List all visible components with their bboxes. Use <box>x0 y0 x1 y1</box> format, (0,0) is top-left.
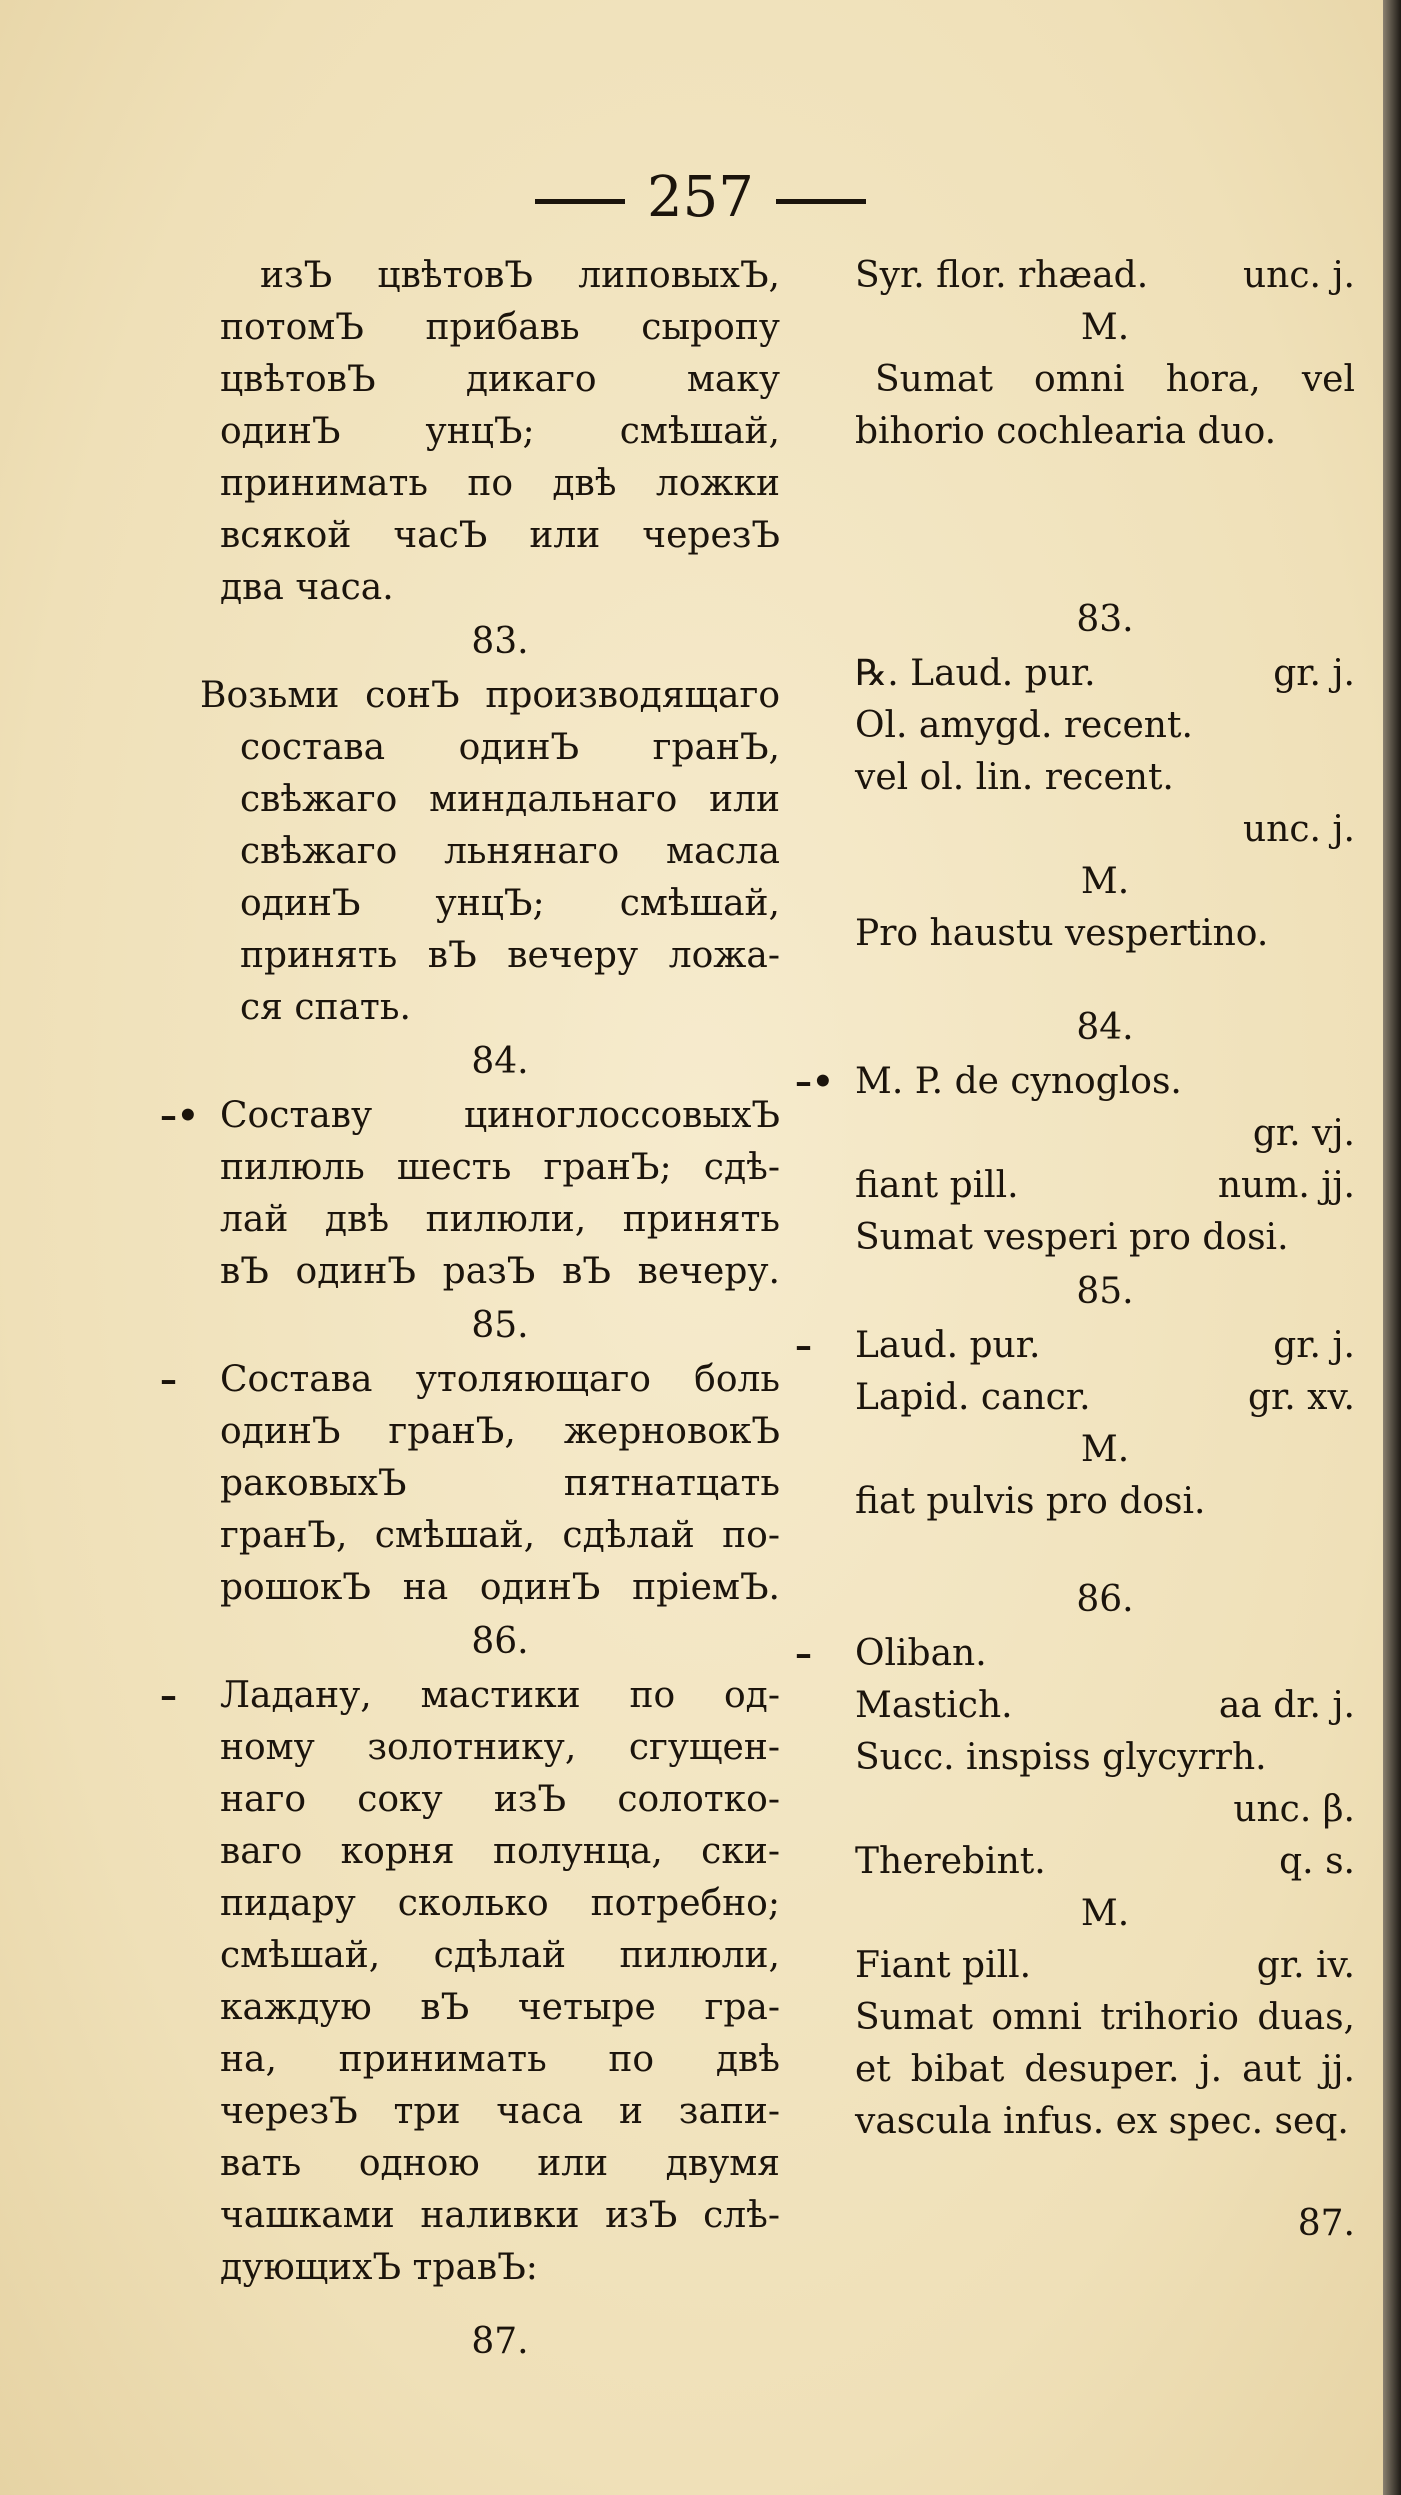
text-line <box>160 1090 780 1142</box>
text-line: Pro haustu vespertino. <box>855 913 1269 954</box>
right-column-latin <box>795 250 1355 2250</box>
text-line: состава одинЪ гранЪ, <box>240 727 780 768</box>
text-line: принять вЪ вечеру ложа- <box>240 935 780 976</box>
header-dash-left <box>535 199 625 204</box>
text-line: раковыхЪ пятнатцать <box>220 1463 780 1504</box>
text-line: вать одною или двумя <box>220 2143 780 2184</box>
text-line <box>795 1056 1355 1108</box>
text-line: одинЪ унцЪ; смѣшай, <box>220 411 780 452</box>
text-line-right: gr. j. <box>1273 1325 1355 1366</box>
text-line: Sumat omni trihorio duas, <box>855 1997 1355 2038</box>
text-line-content: M. P. de cynoglos. <box>855 1061 1182 1102</box>
text-line: gr. vj. <box>1252 1113 1355 1154</box>
mix-label: M. <box>1080 1893 1130 1934</box>
text-line <box>855 250 1355 302</box>
text-line: ваго корня полунца, ски- <box>220 1831 780 1872</box>
dash-mark-icon: –• <box>160 1096 199 1136</box>
text-line-left: Therebint. <box>855 1841 1046 1882</box>
text-line <box>795 1628 1355 1680</box>
text-line-right: num. jj. <box>1217 1165 1355 1206</box>
section-number-83: 83. <box>1076 599 1134 640</box>
dash-mark-icon: – <box>795 1326 812 1366</box>
text-line <box>855 1680 1355 1732</box>
text-line-right: gr. iv. <box>1256 1945 1355 1986</box>
text-line: fiat pulvis pro dosi. <box>855 1481 1206 1522</box>
text-line: unc. β. <box>1233 1789 1355 1830</box>
page-number: 257 <box>647 165 754 230</box>
text-line: принимать по двѣ ложки <box>220 463 780 504</box>
text-line-content: Составу циноглоссовыхЪ <box>220 1095 780 1136</box>
left-column-russian <box>160 250 780 2370</box>
text-line: пилюль шесть гранЪ; сдѣ- <box>220 1147 780 1188</box>
text-line-left: Syr. flor. rhæad. <box>855 255 1149 296</box>
text-line <box>855 1372 1355 1424</box>
text-line: два часа. <box>220 567 394 608</box>
section-number-84: 84. <box>1076 1007 1134 1048</box>
text-line: черезЪ три часа и запи- <box>220 2091 780 2132</box>
mix-label: M. <box>1080 1429 1130 1470</box>
text-line: свѣжаго миндальнаго или <box>240 779 780 820</box>
text-line: Sumat omni hora, vel <box>875 359 1355 400</box>
text-line-right: aa dr. j. <box>1218 1685 1355 1726</box>
text-line-right: gr. j. <box>1273 653 1355 694</box>
text-line: наго соку изЪ солотко- <box>220 1779 780 1820</box>
section-number-86: 86. <box>471 1621 529 1662</box>
text-line <box>855 1836 1355 1888</box>
dash-mark-icon: – <box>160 1676 177 1716</box>
section-number-83: 83. <box>471 621 529 662</box>
text-line: смѣшай, сдѣлай пилюли, <box>220 1935 780 1976</box>
paragraph-86 <box>160 1670 780 2294</box>
text-line: ному золотнику, сгущен- <box>220 1727 780 1768</box>
text-line: гранЪ, смѣшай, сдѣлай по- <box>220 1515 780 1556</box>
text-line-left: Lapid. cancr. <box>855 1377 1091 1418</box>
section-number-85: 85. <box>471 1305 529 1346</box>
section-number-87: 87. <box>1297 2203 1355 2244</box>
section-number-85: 85. <box>1076 1271 1134 1312</box>
text-line: unc. j. <box>1242 809 1355 850</box>
text-line-content: Oliban. <box>855 1633 987 1674</box>
dash-mark-icon: – <box>795 1634 812 1674</box>
text-line: вЪ одинЪ разЪ вЪ вечеру. <box>220 1251 780 1292</box>
text-line: свѣжаго льнянаго масла <box>240 831 780 872</box>
text-line: одинЪ гранЪ, жерновокЪ <box>220 1411 780 1452</box>
section-number-87: 87. <box>471 2321 529 2362</box>
paragraph-82-tail <box>220 250 780 614</box>
paragraph-83 <box>200 670 780 1034</box>
header-dash-right <box>776 199 866 204</box>
text-line-left: ℞. Laud. pur. <box>855 653 1096 694</box>
text-line: Возьми сонЪ производящаго <box>200 675 780 716</box>
text-line: каждую вЪ четыре гра- <box>220 1987 780 2028</box>
text-line-right: q. s. <box>1279 1841 1355 1882</box>
paragraph-85 <box>160 1354 780 1614</box>
text-line: дующихЪ травЪ: <box>220 2247 538 2288</box>
text-line: на, принимать по двѣ <box>220 2039 780 2080</box>
text-line-right: unc. j. <box>1242 255 1355 296</box>
text-line-content: Ладану, мастики по од- <box>220 1675 780 1716</box>
text-line-left: Fiant pill. <box>855 1945 1032 1986</box>
text-line <box>855 648 1355 700</box>
text-line: чашками наливки изЪ слѣ- <box>220 2195 780 2236</box>
text-line: Ol. amygd. recent. <box>855 705 1193 746</box>
paragraph-84 <box>160 1090 780 1298</box>
text-line-content: Состава утоляющаго боль <box>220 1359 780 1400</box>
text-line: Succ. inspiss glycyrrh. <box>855 1737 1267 1778</box>
text-line: рошокЪ на одинЪ прiемЪ. <box>220 1567 780 1608</box>
text-line: потомЪ прибавь сыропу <box>220 307 780 348</box>
dash-mark-icon: – <box>160 1360 177 1400</box>
mix-label: M. <box>1080 861 1130 902</box>
text-line <box>160 1354 780 1406</box>
text-line: пидару сколько потребно; <box>220 1883 780 1924</box>
text-line: всякой часЪ или черезЪ <box>220 515 780 556</box>
section-number-86: 86. <box>1076 1579 1134 1620</box>
mix-label: M. <box>1080 307 1130 348</box>
text-line-right: gr. xv. <box>1248 1377 1355 1418</box>
text-line: vascula infus. ex spec. seq. <box>855 2101 1349 2142</box>
text-line <box>795 1320 1355 1372</box>
text-line <box>160 1670 780 1722</box>
text-line-left: Mastich. <box>855 1685 1013 1726</box>
text-line: Sumat vesperi pro dosi. <box>855 1217 1289 1258</box>
text-line: лай двѣ пилюли, принять <box>220 1199 780 1240</box>
text-line-left: fiant pill. <box>855 1165 1019 1206</box>
text-line <box>855 1940 1355 1992</box>
dash-mark-icon: –• <box>795 1062 834 1102</box>
page-header <box>0 165 1401 230</box>
text-line: цвѣтовЪ дикаго маку <box>220 359 780 400</box>
text-line: одинЪ унцЪ; смѣшай, <box>240 883 780 924</box>
text-line: bihorio cochlearia duo. <box>855 411 1277 452</box>
text-line: et bibat desuper. j. aut jj. <box>855 2049 1355 2090</box>
text-line: изЪ цвѣтовЪ липовыхЪ, <box>260 255 780 296</box>
text-line: vel ol. lin. recent. <box>855 757 1174 798</box>
section-number-84: 84. <box>471 1041 529 1082</box>
text-line: ся спать. <box>240 987 411 1028</box>
page-edge-shadow <box>1383 0 1401 2495</box>
text-line-left: Laud. pur. <box>855 1325 1041 1366</box>
text-line <box>855 1160 1355 1212</box>
